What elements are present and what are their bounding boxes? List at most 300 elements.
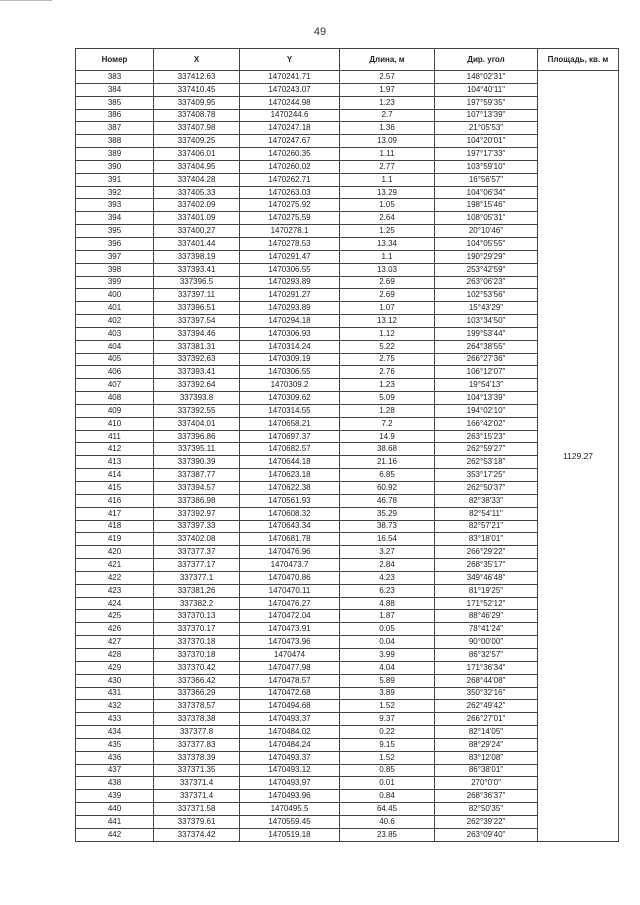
table-row <box>76 610 619 623</box>
cell-x: 337394.57 <box>154 482 240 495</box>
cell-angle: 194°02'10" <box>435 404 538 417</box>
cell-y: 1470493.37 <box>240 751 340 764</box>
cell-angle: 86°38'01" <box>435 764 538 777</box>
table-row <box>76 456 619 469</box>
cell-angle: 262°49'42" <box>435 700 538 713</box>
cell-y: 1470623.18 <box>240 469 340 482</box>
table-row <box>76 636 619 649</box>
cell-length: 6.23 <box>340 584 435 597</box>
table-row <box>76 584 619 597</box>
cell-number: 386 <box>76 109 154 122</box>
cell-x: 337396.86 <box>154 430 240 443</box>
cell-y: 1470306.55 <box>240 263 340 276</box>
cell-number: 425 <box>76 610 154 623</box>
cell-length: 1.23 <box>340 96 435 109</box>
cell-number: 409 <box>76 404 154 417</box>
cell-y: 1470262.71 <box>240 173 340 186</box>
cell-x: 337381.26 <box>154 584 240 597</box>
cell-x: 337395.11 <box>154 443 240 456</box>
cell-x: 337392.97 <box>154 507 240 520</box>
cell-number: 435 <box>76 738 154 751</box>
cell-y: 1470493.12 <box>240 764 340 777</box>
cell-number: 418 <box>76 520 154 533</box>
cell-y: 1470275.59 <box>240 212 340 225</box>
cell-x: 337401.09 <box>154 212 240 225</box>
cell-angle: 148°02'31" <box>435 71 538 84</box>
cell-x: 337393.41 <box>154 263 240 276</box>
cell-length: 13.34 <box>340 237 435 250</box>
cell-x: 337406.01 <box>154 148 240 161</box>
cell-x: 337377.37 <box>154 546 240 559</box>
table-row <box>76 71 619 84</box>
table-row <box>76 173 619 186</box>
cell-angle: 190°29'29" <box>435 250 538 263</box>
cell-x: 337390.39 <box>154 456 240 469</box>
cell-angle: 104°20'01" <box>435 135 538 148</box>
cell-x: 337392.63 <box>154 353 240 366</box>
cell-length: 0.05 <box>340 623 435 636</box>
cell-number: 412 <box>76 443 154 456</box>
cell-x: 337377.17 <box>154 559 240 572</box>
cell-x: 337394.46 <box>154 327 240 340</box>
cell-angle: 106°12'07" <box>435 366 538 379</box>
cell-y: 1470476.96 <box>240 546 340 559</box>
cell-y: 1470519.18 <box>240 828 340 841</box>
cell-number: 411 <box>76 430 154 443</box>
cell-number: 390 <box>76 160 154 173</box>
cell-length: 1.05 <box>340 199 435 212</box>
cell-angle: 270°0'0" <box>435 777 538 790</box>
table-body <box>76 71 619 842</box>
cell-length: 46.78 <box>340 494 435 507</box>
cell-y: 1470473.7 <box>240 559 340 572</box>
cell-x: 337393.8 <box>154 392 240 405</box>
cell-number: 405 <box>76 353 154 366</box>
cell-angle: 82°14'05" <box>435 726 538 739</box>
cell-x: 337371.4 <box>154 790 240 803</box>
cell-length: 0.04 <box>340 636 435 649</box>
cell-angle: 263°06'23" <box>435 276 538 289</box>
cell-number: 426 <box>76 623 154 636</box>
cell-x: 337370.18 <box>154 648 240 661</box>
cell-number: 428 <box>76 648 154 661</box>
cell-number: 440 <box>76 803 154 816</box>
cell-x: 337378.38 <box>154 713 240 726</box>
cell-length: 3.27 <box>340 546 435 559</box>
cell-length: 2.76 <box>340 366 435 379</box>
page-number: 49 <box>313 26 327 38</box>
cell-x: 337387.77 <box>154 469 240 482</box>
table-row <box>76 700 619 713</box>
cell-length: 2.69 <box>340 276 435 289</box>
cell-y: 1470697.37 <box>240 430 340 443</box>
cell-y: 1470314.55 <box>240 404 340 417</box>
cell-angle: 86°32'57" <box>435 648 538 661</box>
cell-number: 437 <box>76 764 154 777</box>
cell-length: 2.84 <box>340 559 435 572</box>
cell-angle: 108°05'31" <box>435 212 538 225</box>
cell-angle: 103°34'50" <box>435 315 538 328</box>
cell-y: 1470309.19 <box>240 353 340 366</box>
cell-angle: 199°53'44" <box>435 327 538 340</box>
cell-number: 410 <box>76 417 154 430</box>
cell-x: 337371.35 <box>154 764 240 777</box>
table-row <box>76 623 619 636</box>
cell-number: 415 <box>76 482 154 495</box>
cell-number: 436 <box>76 751 154 764</box>
cell-y: 1470493.97 <box>240 777 340 790</box>
table-row <box>76 148 619 161</box>
table-row <box>76 225 619 238</box>
cell-number: 406 <box>76 366 154 379</box>
cell-angle: 171°52'12" <box>435 597 538 610</box>
table-row <box>76 160 619 173</box>
cell-length: 2.75 <box>340 353 435 366</box>
cell-length: 1.28 <box>340 404 435 417</box>
table-row <box>76 790 619 803</box>
cell-y: 1470260.02 <box>240 160 340 173</box>
cell-number: 416 <box>76 494 154 507</box>
cell-angle: 262°50'37" <box>435 482 538 495</box>
cell-number: 402 <box>76 315 154 328</box>
cell-x: 337400.27 <box>154 225 240 238</box>
table-row <box>76 520 619 533</box>
cell-y: 1470472.68 <box>240 687 340 700</box>
table-row <box>76 803 619 816</box>
cell-length: 0.84 <box>340 790 435 803</box>
cell-y: 1470474 <box>240 648 340 661</box>
cell-y: 1470472.04 <box>240 610 340 623</box>
cell-length: 3.99 <box>340 648 435 661</box>
cell-angle: 104°40'11" <box>435 83 538 96</box>
cell-y: 1470493.37 <box>240 713 340 726</box>
table-row <box>76 828 619 841</box>
cell-y: 1470314.24 <box>240 340 340 353</box>
cell-length: 1.1 <box>340 173 435 186</box>
cell-length: 4.04 <box>340 661 435 674</box>
cell-x: 337370.42 <box>154 661 240 674</box>
cell-x: 337407.98 <box>154 122 240 135</box>
cell-angle: 197°17'33" <box>435 148 538 161</box>
cell-length: 35.29 <box>340 507 435 520</box>
table-row <box>76 276 619 289</box>
table-row <box>76 379 619 392</box>
cell-angle: 82°54'11" <box>435 507 538 520</box>
cell-angle: 83°12'08" <box>435 751 538 764</box>
table-row <box>76 443 619 456</box>
cell-y: 1470622.38 <box>240 482 340 495</box>
cell-angle: 263°09'40" <box>435 828 538 841</box>
table-row <box>76 199 619 212</box>
cell-length: 40.6 <box>340 815 435 828</box>
cell-angle: 19°54'13" <box>435 379 538 392</box>
cell-number: 429 <box>76 661 154 674</box>
cell-y: 1470495.5 <box>240 803 340 816</box>
cell-length: 0.85 <box>340 764 435 777</box>
cell-length: 23.85 <box>340 828 435 841</box>
cell-length: 9.15 <box>340 738 435 751</box>
table-row <box>76 122 619 135</box>
cell-angle: 262°59'27" <box>435 443 538 456</box>
cell-number: 401 <box>76 302 154 315</box>
table-row <box>76 482 619 495</box>
table-row <box>76 546 619 559</box>
cell-y: 1470494.68 <box>240 700 340 713</box>
cell-angle: 104°05'55" <box>435 237 538 250</box>
cell-angle: 82°38'33" <box>435 494 538 507</box>
cell-number: 398 <box>76 263 154 276</box>
table-row <box>76 661 619 674</box>
cell-y: 1470291.27 <box>240 289 340 302</box>
cell-angle: 15°43'29" <box>435 302 538 315</box>
cell-angle: 268°36'37" <box>435 790 538 803</box>
table-row <box>76 315 619 328</box>
cell-y: 1470247.67 <box>240 135 340 148</box>
table-row <box>76 597 619 610</box>
cell-y: 1470561.93 <box>240 494 340 507</box>
header-area: Площадь, кв. м <box>538 49 619 71</box>
cell-length: 4.88 <box>340 597 435 610</box>
cell-x: 337393.41 <box>154 366 240 379</box>
table-row <box>76 751 619 764</box>
table-row <box>76 764 619 777</box>
cell-length: 1.52 <box>340 700 435 713</box>
table-row <box>76 83 619 96</box>
cell-x: 337401.44 <box>154 237 240 250</box>
cell-y: 1470682.57 <box>240 443 340 456</box>
coordinates-table <box>75 48 619 842</box>
cell-angle: 88°46'29" <box>435 610 538 623</box>
table-row <box>76 289 619 302</box>
cell-y: 1470493.96 <box>240 790 340 803</box>
cell-x: 337404.95 <box>154 160 240 173</box>
cell-y: 1470293.89 <box>240 276 340 289</box>
cell-angle: 268°35'17" <box>435 559 538 572</box>
cell-x: 337382.2 <box>154 597 240 610</box>
cell-y: 1470484.02 <box>240 726 340 739</box>
cell-length: 1.97 <box>340 83 435 96</box>
cell-number: 413 <box>76 456 154 469</box>
cell-angle: 198°15'46" <box>435 199 538 212</box>
cell-number: 420 <box>76 546 154 559</box>
cell-y: 1470306.55 <box>240 366 340 379</box>
cell-length: 1.11 <box>340 148 435 161</box>
table-row <box>76 302 619 315</box>
cell-length: 38.73 <box>340 520 435 533</box>
table-row <box>76 559 619 572</box>
cell-number: 408 <box>76 392 154 405</box>
cell-length: 4.23 <box>340 571 435 584</box>
table-row <box>76 353 619 366</box>
cell-number: 442 <box>76 828 154 841</box>
cell-angle: 104°13'39" <box>435 392 538 405</box>
cell-x: 337396.51 <box>154 302 240 315</box>
table-row <box>76 212 619 225</box>
cell-y: 1470476.27 <box>240 597 340 610</box>
cell-x: 337370.17 <box>154 623 240 636</box>
cell-number: 394 <box>76 212 154 225</box>
table-row <box>76 186 619 199</box>
cell-y: 1470470.86 <box>240 571 340 584</box>
cell-x: 337398.19 <box>154 250 240 263</box>
cell-angle: 253°42'59" <box>435 263 538 276</box>
cell-number: 391 <box>76 173 154 186</box>
cell-y: 1470278.53 <box>240 237 340 250</box>
cell-length: 1.12 <box>340 327 435 340</box>
cell-number: 439 <box>76 790 154 803</box>
table-row <box>76 430 619 443</box>
cell-number: 419 <box>76 533 154 546</box>
cell-y: 1470241.71 <box>240 71 340 84</box>
cell-y: 1470275.92 <box>240 199 340 212</box>
cell-y: 1470643.34 <box>240 520 340 533</box>
cell-number: 427 <box>76 636 154 649</box>
cell-angle: 103°59'10" <box>435 160 538 173</box>
cell-y: 1470473.96 <box>240 636 340 649</box>
cell-x: 337371.4 <box>154 777 240 790</box>
cell-x: 337396.5 <box>154 276 240 289</box>
cell-angle: 266°29'22" <box>435 546 538 559</box>
header-angle: Дир. угол <box>435 49 538 71</box>
table-row <box>76 777 619 790</box>
cell-angle: 20°10'46" <box>435 225 538 238</box>
cell-angle: 353°17'25" <box>435 469 538 482</box>
cell-angle: 268°44'08" <box>435 674 538 687</box>
cell-number: 393 <box>76 199 154 212</box>
cell-x: 337370.18 <box>154 636 240 649</box>
header-x: X <box>154 49 240 71</box>
cell-angle: 21°05'53" <box>435 122 538 135</box>
cell-x: 337371.58 <box>154 803 240 816</box>
table-row <box>76 674 619 687</box>
cell-angle: 349°46'48" <box>435 571 538 584</box>
cell-angle: 166°42'02" <box>435 417 538 430</box>
cell-y: 1470291.47 <box>240 250 340 263</box>
cell-number: 407 <box>76 379 154 392</box>
cell-y: 1470309.62 <box>240 392 340 405</box>
header-y: Y <box>240 49 340 71</box>
cell-x: 337377.1 <box>154 571 240 584</box>
cell-y: 1470644.18 <box>240 456 340 469</box>
cell-y: 1470260.35 <box>240 148 340 161</box>
cell-angle: 171°36'34" <box>435 661 538 674</box>
cell-y: 1470309.2 <box>240 379 340 392</box>
cell-angle: 90°00'00" <box>435 636 538 649</box>
cell-number: 433 <box>76 713 154 726</box>
cell-angle: 81°19'25" <box>435 584 538 597</box>
cell-y: 1470294.18 <box>240 315 340 328</box>
cell-length: 2.64 <box>340 212 435 225</box>
cell-angle: 264°38'55" <box>435 340 538 353</box>
cell-number: 424 <box>76 597 154 610</box>
cell-x: 337370.13 <box>154 610 240 623</box>
cell-length: 1.87 <box>340 610 435 623</box>
table-row <box>76 366 619 379</box>
cell-x: 337378.39 <box>154 751 240 764</box>
cell-x: 337378.57 <box>154 700 240 713</box>
cell-length: 14.9 <box>340 430 435 443</box>
cell-length: 1.1 <box>340 250 435 263</box>
cell-x: 337402.09 <box>154 199 240 212</box>
cell-angle: 266°27'36" <box>435 353 538 366</box>
cell-number: 397 <box>76 250 154 263</box>
cell-length: 9.37 <box>340 713 435 726</box>
cell-y: 1470470.11 <box>240 584 340 597</box>
cell-number: 400 <box>76 289 154 302</box>
table-row <box>76 815 619 828</box>
table-row <box>76 571 619 584</box>
cell-length: 13.03 <box>340 263 435 276</box>
cell-x: 337404.28 <box>154 173 240 186</box>
cell-number: 417 <box>76 507 154 520</box>
cell-angle: 83°18'01" <box>435 533 538 546</box>
table-row <box>76 109 619 122</box>
cell-number: 434 <box>76 726 154 739</box>
table-row <box>76 327 619 340</box>
cell-angle: 197°59'35" <box>435 96 538 109</box>
cell-number: 430 <box>76 674 154 687</box>
cell-number: 423 <box>76 584 154 597</box>
cell-x: 337374.42 <box>154 828 240 841</box>
cell-length: 1.23 <box>340 379 435 392</box>
cell-number: 404 <box>76 340 154 353</box>
cell-y: 1470478.57 <box>240 674 340 687</box>
cell-y: 1470244.98 <box>240 96 340 109</box>
table-row <box>76 469 619 482</box>
table-row <box>76 494 619 507</box>
cell-number: 438 <box>76 777 154 790</box>
cell-number: 403 <box>76 327 154 340</box>
cell-length: 5.22 <box>340 340 435 353</box>
cell-length: 60.92 <box>340 482 435 495</box>
table-row <box>76 263 619 276</box>
cell-y: 1470306.93 <box>240 327 340 340</box>
cell-x: 337386.98 <box>154 494 240 507</box>
cell-number: 396 <box>76 237 154 250</box>
cell-angle: 16°56'57" <box>435 173 538 186</box>
cell-angle: 107°13'39" <box>435 109 538 122</box>
cell-x: 337410.45 <box>154 83 240 96</box>
cell-length: 5.09 <box>340 392 435 405</box>
cell-angle: 350°32'16" <box>435 687 538 700</box>
cell-length: 2.7 <box>340 109 435 122</box>
cell-y: 1470293.89 <box>240 302 340 315</box>
table-row <box>76 404 619 417</box>
cell-number: 389 <box>76 148 154 161</box>
cell-length: 1.52 <box>340 751 435 764</box>
table-row <box>76 738 619 751</box>
table-row <box>76 392 619 405</box>
cell-length: 7.2 <box>340 417 435 430</box>
cell-x: 337392.64 <box>154 379 240 392</box>
cell-x: 337381.31 <box>154 340 240 353</box>
table-row <box>76 648 619 661</box>
cell-angle: 262°39'22" <box>435 815 538 828</box>
cell-length: 1.25 <box>340 225 435 238</box>
cell-angle: 78°41'24" <box>435 623 538 636</box>
cell-length: 21.16 <box>340 456 435 469</box>
cell-angle: 104°06'34" <box>435 186 538 199</box>
cell-length: 38.68 <box>340 443 435 456</box>
cell-number: 385 <box>76 96 154 109</box>
cell-angle: 88°29'24" <box>435 738 538 751</box>
cell-angle: 262°53'18" <box>435 456 538 469</box>
cell-number: 422 <box>76 571 154 584</box>
cell-angle: 102°53'56" <box>435 289 538 302</box>
cell-number: 388 <box>76 135 154 148</box>
cell-y: 1470243.07 <box>240 83 340 96</box>
cell-y: 1470477.98 <box>240 661 340 674</box>
